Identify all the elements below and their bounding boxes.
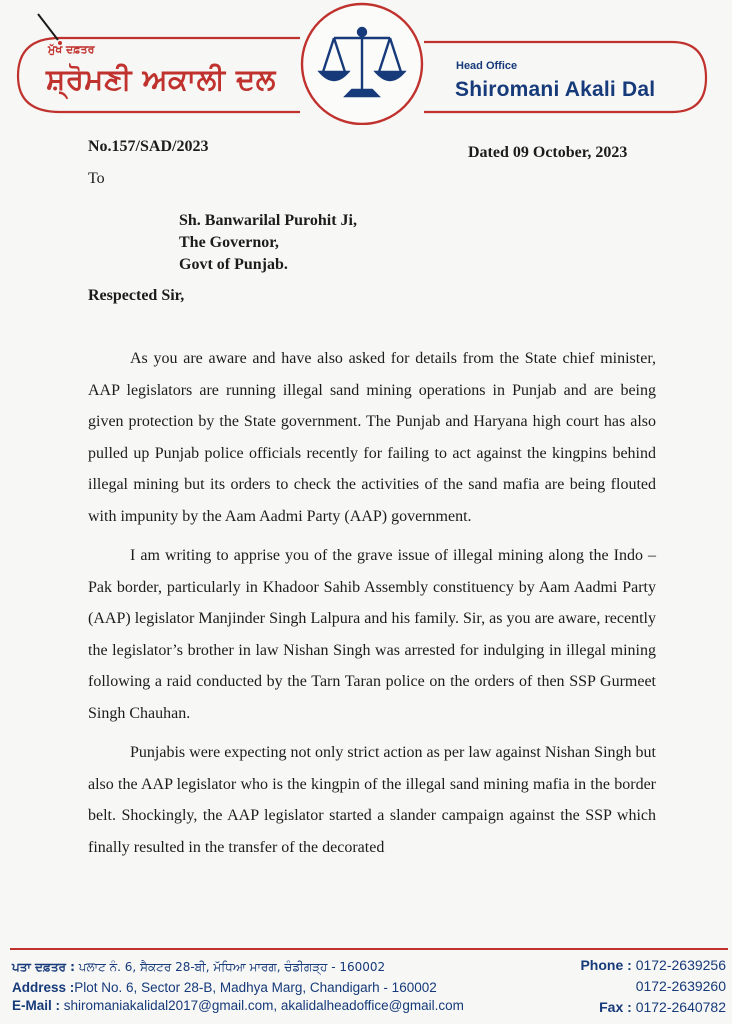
letterhead <box>0 0 732 125</box>
to-label: To <box>88 170 105 187</box>
fax-label: Fax : <box>599 999 632 1015</box>
punjabi-address-label: ਪਤਾ ਦਫ਼ਤਰ : <box>12 960 75 974</box>
email-label: E-Mail : <box>12 998 61 1013</box>
body-paragraph: Punjabis were expecting not only strict action as per law against Nishan Singh but also the AAP legislator who is the kingpin of the illegal sand mining mafia in the border belt. Shockingly, the AAP legislator started a slander campaign against the SSP which finally resulted in the transfer of the decorated <box>88 744 656 856</box>
address-line <box>12 980 437 995</box>
punjabi-address: ਪਲਾਟ ਨੰ. 6, ਸੈਕਟਰ 28-ਬੀ, ਮੱਧਿਆ ਮਾਰਗ, ਚੰਡੀਗੜ੍ਹ - 160002 <box>78 960 386 974</box>
phone-number: 0172-2639256 <box>635 957 726 973</box>
reference-number: No.157/SAD/2023 <box>88 138 209 155</box>
letter-body <box>88 343 656 871</box>
punjabi-party-name: ਸ਼੍ਰੋਮਣੀ ਅਕਾਲੀ ਦਲ <box>46 62 276 96</box>
address-label: Address : <box>12 980 75 995</box>
email-line <box>12 998 464 1013</box>
punjabi-address-line <box>12 960 385 975</box>
punjabi-head-office-label: ਮੁੱਖ ਦਫ਼ਤਰ <box>48 43 95 56</box>
head-office-label: Head Office <box>456 60 518 72</box>
footer-divider <box>10 948 728 950</box>
phone-number: 0172-2639260 <box>635 978 726 994</box>
address-line: Govt of Punjab. <box>179 256 288 273</box>
fax-number: 0172-2640782 <box>635 999 726 1015</box>
email-addresses: shiromaniakalidal2017@gmail.com, akalidalheadoffice@gmail.com <box>63 998 464 1013</box>
recipient-address <box>179 210 357 276</box>
address-text: Plot No. 6, Sector 28-B, Madhya Marg, Chandigarh - 160002 <box>74 980 437 995</box>
letter-date: Dated 09 October, 2023 <box>468 144 628 161</box>
body-paragraph: As you are aware and have also asked for details from the State chief minister, AAP legislators are running illegal sand mining operations in Punjab and are being given protection by the State government. The Punjab and Haryana high court has also pulled up Punjab police officials recently for failing to act against the kingpins behind illegal mining but its orders to check the activities of the sand mafia are being flouted with impunity by the Aam Aadmi Party (AAP) government. <box>88 350 656 525</box>
salutation: Respected Sir, <box>88 287 185 304</box>
address-line: Sh. Banwarilal Purohit Ji, <box>179 212 357 229</box>
party-name: Shiromani Akali Dal <box>455 78 656 101</box>
address-line: The Governor, <box>179 234 279 251</box>
pen-icon <box>38 14 58 40</box>
contact-numbers <box>580 955 726 1018</box>
body-paragraph: I am writing to apprise you of the grave issue of illegal mining along the Indo –Pak border, particularly in Khadoor Sahib Assembly constituency by Aam Aadmi Party (AAP) legislator Manjinder Singh Lalpura and his family. Sir, as you are aware, recently the legislator’s brother in law Nishan Singh was arrested for indulging in illegal mining following a raid conducted by the Tarn Taran police on the orders of then SSP Gurmeet Singh Chauhan. <box>88 547 656 722</box>
phone-label: Phone : <box>580 957 632 973</box>
